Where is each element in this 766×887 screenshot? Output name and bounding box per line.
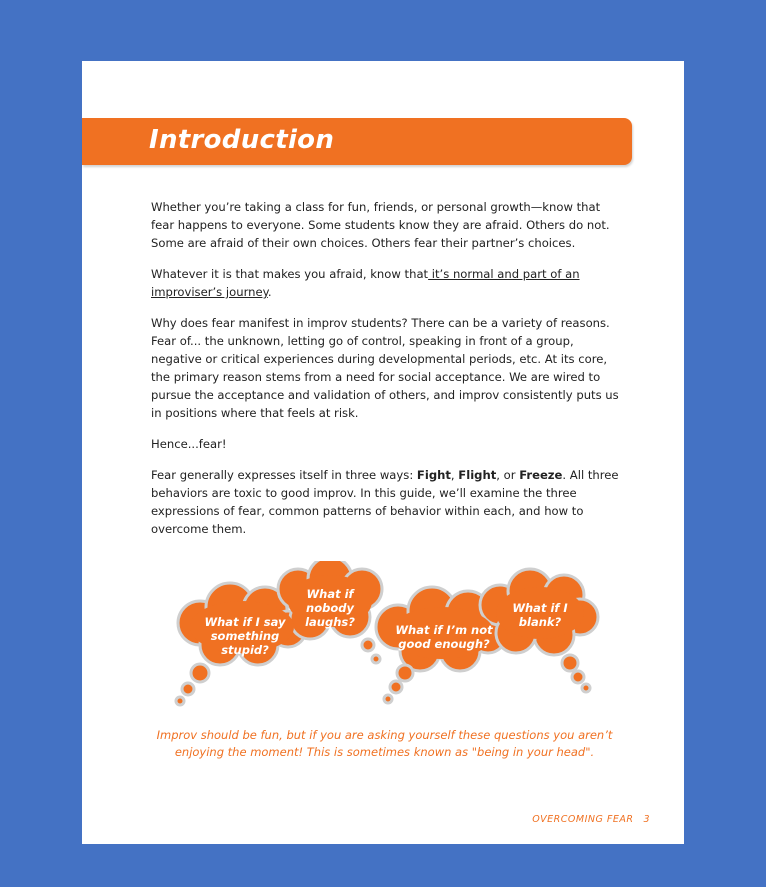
page-title: Introduction (149, 125, 335, 155)
paragraph-5-c: , or (496, 468, 520, 482)
caption-line-1: Improv should be fun, but if you are asking yourself these questions you aren’t (156, 728, 613, 742)
page-number: 3 (643, 814, 650, 825)
document-page (82, 61, 684, 844)
body-text (151, 198, 621, 551)
cloud-3-text: What if I’m not good enough? (395, 623, 493, 651)
cloud-1-bubble (176, 697, 184, 705)
paragraph-1: Whether you’re taking a class for fun, friends, or personal growth—know that fear happens to everyone. Some students know they are afraid. Others do not. Some are afraid of their own choices. Others fear their partner’s choices. (151, 200, 610, 250)
paragraph-4: Hence...fear! (151, 437, 227, 451)
cloud-4-bubble (582, 684, 590, 692)
term-fight: Fight (416, 468, 451, 482)
caption (142, 727, 627, 761)
paragraph-5-b: , (450, 468, 459, 482)
cloud-2-text: What if nobody laughs? (305, 587, 355, 629)
term-flight: Flight (458, 468, 497, 482)
cloud-4-text: What if I blank? (512, 601, 568, 629)
paragraph-5-a: Fear generally expresses itself in three ways: (151, 468, 417, 482)
caption-line-2: enjoying the moment! This is sometimes known as "being in your head". (174, 745, 595, 759)
title-banner (82, 118, 632, 165)
cloud-1-text: What if I say something stupid? (204, 615, 286, 657)
cloud-1-bubble (191, 664, 209, 682)
thought-clouds (170, 561, 610, 711)
paragraph-2 (151, 265, 621, 301)
term-freeze: Freeze (519, 468, 563, 482)
page-footer (532, 814, 650, 825)
footer-label: OVERCOMING FEAR (532, 814, 634, 825)
underlined-phrase: it’s normal and part of an improviser’s journey (151, 267, 580, 299)
cloud-4-bubble (562, 655, 578, 671)
paragraph-2-start: Whatever it is that makes you afraid, know that (151, 267, 429, 281)
cloud-3-bubble (397, 665, 413, 681)
cloud-2-bubble (362, 639, 374, 651)
paragraph-3: Why does fear manifest in improv students? There can be a variety of reasons. Fear of... the unknown, letting go of control, speaking in front of a group, negative or critical experiences during developmental periods, etc. At its core, the primary reason stems from a need for social acceptance. We are wired to pursue the acceptance and validation of others, and improv consistently puts us in positions where that feels at risk. (151, 316, 619, 420)
cloud-4-bubble (572, 671, 584, 683)
cloud-2-bubble (372, 655, 380, 663)
cloud-3-bubble (384, 695, 392, 703)
cloud-1-bubble (182, 683, 194, 695)
cloud-3-bubble (390, 681, 402, 693)
paragraph-2-end: . (267, 285, 272, 299)
paragraph-5 (151, 466, 621, 538)
paragraph-5-d: . All three behaviors are toxic to good improv. In this guide, we’ll examine the three expressions of fear, common patterns of behavior within each, and how to overcome them. (151, 468, 619, 536)
